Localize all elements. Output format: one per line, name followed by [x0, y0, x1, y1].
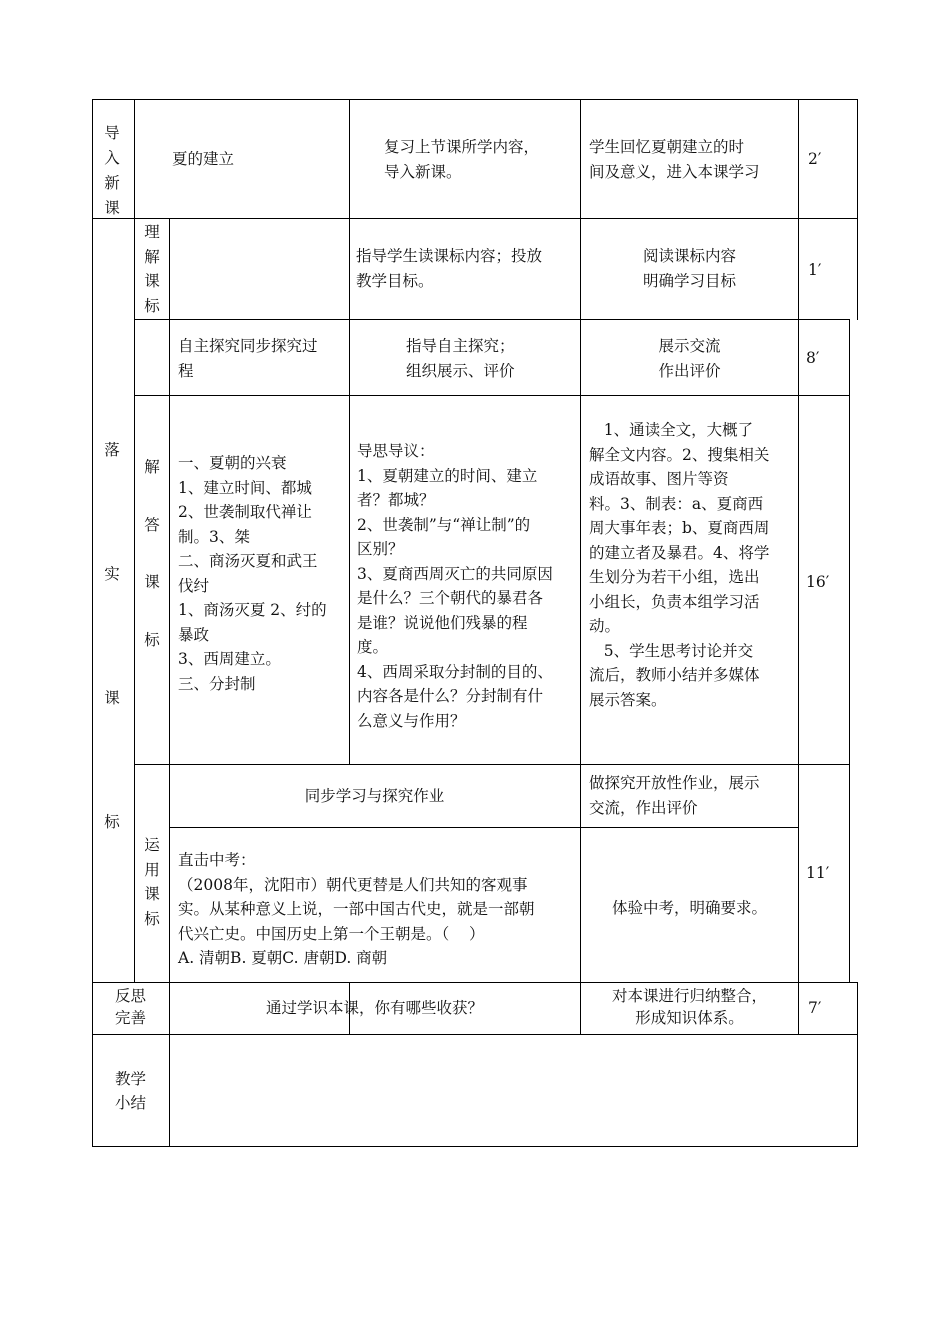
summary-content[interactable]	[176, 1042, 846, 1138]
homework-title: 同步学习与探究作业	[304, 787, 445, 805]
row-border	[92, 982, 858, 983]
understand-label-char: 解	[144, 247, 160, 266]
answer-student-activity: 1、通读全文，大概了 解全文内容。2、搜集相关 成语故事、图片等资 料。3、制表：a、夏商西 周大事年表；b、夏商西周 的建立者及暴君。4、将学 生划分为若干小组，选出 小组长，负责本组学习活 动。 5、学生思考讨论并交 流后，教师小结并多媒体 展示答案。	[589, 421, 770, 709]
homework-student-activity: 做探究开放性作业，展示 交流，作出评价	[589, 774, 760, 817]
intro-time: 2′	[808, 150, 822, 168]
intro-label-char: 新	[104, 174, 120, 192]
reflect-label: 反思 完善	[114, 987, 146, 1027]
intro-label	[101, 121, 123, 221]
summary-label: 教学 小结	[114, 1070, 146, 1112]
row-border	[134, 395, 850, 396]
row-border	[134, 764, 850, 765]
main-label-char: 实	[104, 565, 120, 583]
understand-label-char: 课	[144, 272, 160, 290]
answer-label-char: 解	[144, 458, 160, 476]
main-label-char: 落	[104, 441, 120, 459]
answer-teacher-activity: 导思导议： 1、夏朝建立的时间、建立 者？都城？ 2、世袭制”与“禅让制”的 区别？ 3、夏商西周灭亡的共同原因 是什么？三个朝代的暴君各 是谁？说说他们残暴的程 度。 4、西周采取分封制的目的、 内容各是什么？分封制有什 么意义与作用？	[357, 442, 553, 730]
answer-label	[141, 439, 163, 669]
row-border	[134, 319, 850, 320]
answer-label-char: 标	[144, 630, 160, 649]
explore-student-activity: 展示交流 作出评价	[658, 337, 721, 380]
intro-student-activity: 学生回忆夏朝建立的时 间及意义，进入本课学习	[589, 138, 760, 181]
answer-time: 16′	[806, 573, 830, 591]
reflect-student-activity: 对本课进行归纳整合， 形成知识体系。	[611, 987, 767, 1027]
intro-content: 夏的建立	[172, 150, 235, 168]
exam-question: 直击中考： （2008年，沈阳市）朝代更替是人们共知的客观事 实。从某种意义上说，一部中国古代史，就是一部朝 代兴亡史。中国历史上第一个王朝是。（ ） A. 清朝B. 夏朝C. 唐朝D. 商朝	[178, 851, 535, 967]
row-border	[169, 827, 799, 828]
main-section-label	[101, 388, 123, 884]
row-border	[92, 1034, 858, 1035]
apply-label-char: 用	[144, 860, 160, 879]
apply-label-char: 标	[144, 909, 160, 928]
row-border	[92, 1146, 858, 1147]
column-border	[349, 99, 350, 765]
explore-content: 自主探究同步探究过 程	[178, 337, 318, 380]
explore-time: 8′	[806, 349, 820, 367]
column-border	[849, 319, 850, 983]
column-border	[134, 99, 135, 219]
reflect-content: 通过学识本课，你有哪些收获？	[265, 999, 483, 1017]
exam-student-activity: 体验中考，明确要求。	[611, 899, 767, 917]
apply-label-char: 运	[144, 836, 160, 854]
apply-label	[141, 833, 163, 931]
reflect-time: 7′	[808, 999, 822, 1017]
row-border	[92, 218, 858, 219]
understand-student-activity: 阅读课标内容 明确学习目标	[642, 247, 736, 290]
understand-label-char: 理	[144, 223, 160, 241]
row-border	[92, 99, 858, 100]
column-border	[798, 99, 799, 1035]
intro-teacher-activity: 复习上节课所学内容， 导入新课。	[384, 138, 540, 181]
intro-label-char: 导	[104, 124, 120, 142]
intro-label-char: 入	[104, 149, 120, 167]
apply-time: 11′	[806, 864, 830, 882]
answer-label-char: 答	[144, 515, 160, 534]
column-border	[857, 99, 858, 320]
understand-label	[141, 220, 163, 318]
explore-teacher-activity: 指导自主探究； 组织展示、评价	[406, 337, 515, 380]
column-border	[134, 218, 135, 983]
intro-label-char: 课	[104, 199, 120, 217]
understand-teacher-activity: 指导学生读课标内容；投放 教学目标。	[356, 247, 543, 290]
answer-label-char: 课	[144, 573, 160, 591]
main-label-char: 课	[104, 689, 120, 707]
column-border	[857, 982, 858, 1147]
apply-label-char: 课	[144, 885, 160, 903]
understand-time: 1′	[808, 261, 822, 279]
understand-label-char: 标	[144, 296, 160, 315]
column-border	[580, 99, 581, 1035]
answer-content: 一、夏朝的兴衰 1、建立时间、都城 2、世袭制取代禅让 制。3、桀 二、商汤灭夏和武王 伐纣 1、商汤灭夏 2、纣的 暴政 3、西周建立。 三、分封制	[178, 454, 327, 693]
main-label-char: 标	[104, 813, 120, 831]
